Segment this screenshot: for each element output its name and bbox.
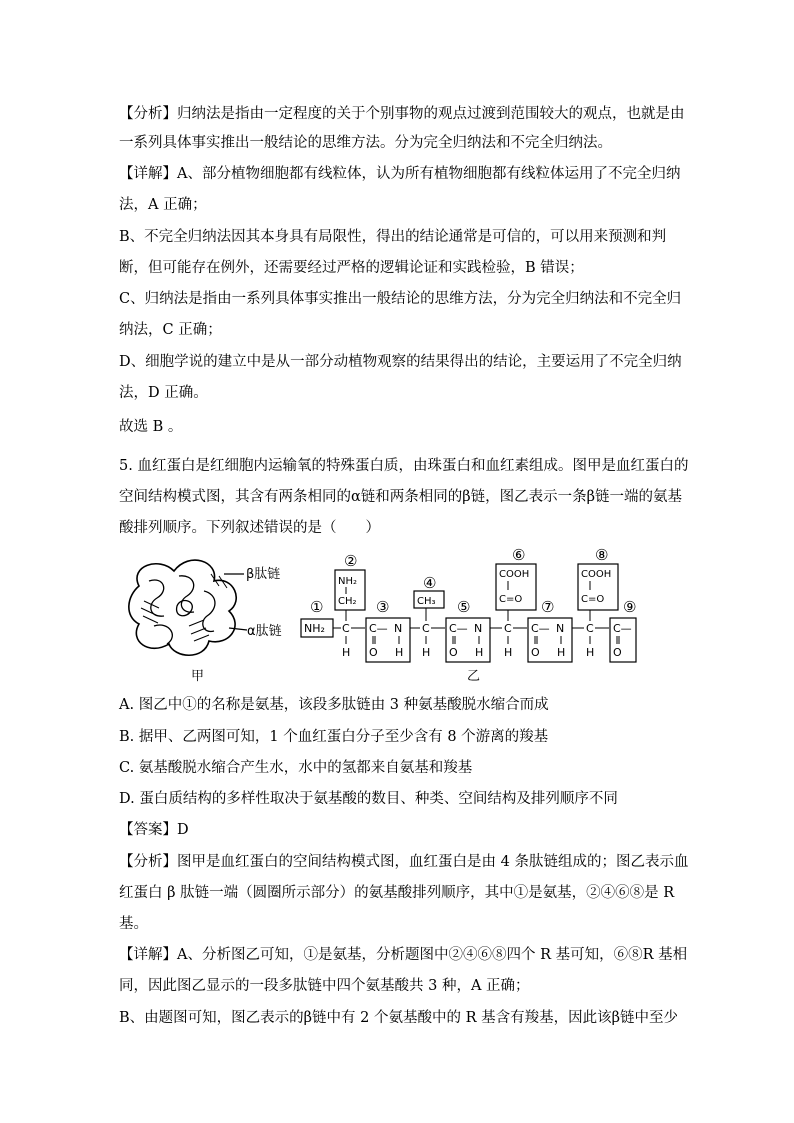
text-line: 法，A 正确； [119, 197, 207, 213]
r-group-6-co: C=O [499, 594, 523, 605]
text-line: 红蛋白 β 肽链一端（圆圈所示部分）的氨基酸排列顺序，其中①是氨基，②④⑥⑧是 R [119, 885, 675, 901]
carbon-1: C [342, 622, 350, 635]
label-4: ④ [423, 574, 437, 592]
label-8: ⑧ [595, 546, 609, 564]
r-group-2-nh2: NH₂ [338, 576, 358, 587]
question-stem: 酸排列顺序。下列叙述错误的是（ ） [119, 520, 380, 536]
amino-group: NH₂ [304, 622, 325, 635]
r-group-6-cooh: COOH [499, 569, 530, 580]
peptide-o-2: O [449, 646, 458, 659]
text-line: D、细胞学说的建立中是从一部分动植物观察的结果得出的结论，主要运用了不完全归纳 [119, 354, 682, 370]
hemoglobin-structure-diagram [129, 560, 247, 655]
label-9: ⑨ [623, 598, 637, 616]
hydrogen-3: H [504, 646, 513, 659]
r-group-8-cooh: COOH [581, 569, 612, 580]
figure-yi-label: 乙 [467, 669, 481, 684]
terminal-o: O [613, 646, 622, 659]
figure-svg [119, 546, 679, 686]
option-d: D. 蛋白质结构的多样性取决于氨基酸的数目、种类、空间结构及排列顺序不同 [119, 791, 618, 807]
question-stem: 5. 血红蛋白是红细胞内运输氧的特殊蛋白质，由珠蛋白和血红素组成。图甲是血红蛋白的 [119, 458, 689, 474]
label-2: ② [344, 552, 358, 570]
hydrogen-2: H [422, 646, 431, 659]
carbon-3: C [504, 622, 512, 635]
peptide-c-1: C— [369, 622, 388, 635]
peptide-n-1: N [394, 622, 403, 635]
answer-line: 【答案】D [119, 822, 189, 838]
r-group-2-ch2: CH₂ [338, 596, 357, 607]
text-line: 同，因此图乙显示的一段多肽链中四个氨基酸共 3 种，A 正确； [119, 978, 530, 994]
peptide-n-2: N [474, 622, 483, 635]
beta-chain-label: β肽链 [246, 567, 281, 582]
carbon-2: C [422, 622, 430, 635]
text-line: 基。 [119, 916, 148, 932]
option-c: C. 氨基酸脱水缩合产生水，水中的氢都来自氨基和羧基 [119, 760, 473, 776]
text-line: 【分析】归纳法是指由一定程度的关于个别事物的观点过渡到范围较大的观点，也就是由 [119, 106, 685, 122]
text-line: 故选 B 。 [119, 419, 183, 435]
label-7: ⑦ [541, 598, 555, 616]
hydrogen-4: H [586, 646, 595, 659]
peptide-o-3: O [531, 646, 540, 659]
text-line: 法，D 正确。 [119, 385, 208, 401]
r-group-8-co: C=O [581, 594, 605, 605]
text-line: 【详解】A、部分植物细胞都有线粒体，认为所有植物细胞都有线粒体运用了不完全归纳 [119, 166, 681, 182]
text-line: 【详解】A、分析图乙可知，①是氨基，分析题图中②④⑥⑧四个 R 基可知，⑥⑧R 基相 [119, 947, 688, 963]
question-stem: 空间结构模式图，其含有两条相同的α链和两条相同的β链，图乙表示一条β链一端的氨基 [119, 489, 683, 505]
label-1: ① [310, 598, 324, 616]
text-line: B、由题图可知，图乙表示的β链中有 2 个氨基酸中的 R 基含有羧基，因此该β链中至少 [119, 1010, 678, 1026]
amino-acid-chain-diagram [301, 546, 636, 662]
alpha-chain-label: α肽链 [247, 624, 282, 639]
hemoglobin-figure [119, 546, 679, 686]
r-group-4: CH₃ [417, 596, 436, 607]
text-line: 一系列具体事实推出一般结论的思维方法。分为完全归纳法和不完全归纳法。 [119, 135, 612, 151]
text-line: 纳法，C 正确； [119, 322, 222, 338]
peptide-c-2: C— [449, 622, 468, 635]
label-5: ⑤ [457, 598, 471, 616]
figure-jia-label: 甲 [191, 669, 205, 684]
hydrogen-1: H [342, 646, 351, 659]
carbon-4: C [586, 622, 594, 635]
text-line: B、不完全归纳法因其本身具有局限性，得出的结论通常是可信的，可以用来预测和判 [119, 229, 667, 245]
peptide-h-1: H [395, 646, 404, 659]
peptide-n-3: N [556, 622, 565, 635]
peptide-h-3: H [557, 646, 566, 659]
option-a: A. 图乙中①的名称是氨基，该段多肽链由 3 种氨基酸脱水缩合而成 [119, 697, 549, 713]
peptide-c-3: C— [531, 622, 550, 635]
label-6: ⑥ [512, 546, 526, 564]
terminal-c: C— [613, 622, 632, 635]
text-line: C、归纳法是指由一系列具体事实推出一般结论的思维方法，分为完全归纳法和不完全归 [119, 291, 682, 307]
text-line: 【分析】图甲是血红蛋白的空间结构模式图，血红蛋白是由 4 条肽链组成的；图乙表示血 [119, 854, 689, 870]
peptide-o-1: O [369, 646, 378, 659]
option-b: B. 据甲、乙两图可知，1 个血红蛋白分子至少含有 8 个游离的羧基 [119, 729, 549, 745]
label-3: ③ [376, 598, 390, 616]
text-line: 断，但可能存在例外，还需要经过严格的逻辑论证和实践检验，B 错误； [119, 260, 584, 276]
peptide-h-2: H [475, 646, 484, 659]
